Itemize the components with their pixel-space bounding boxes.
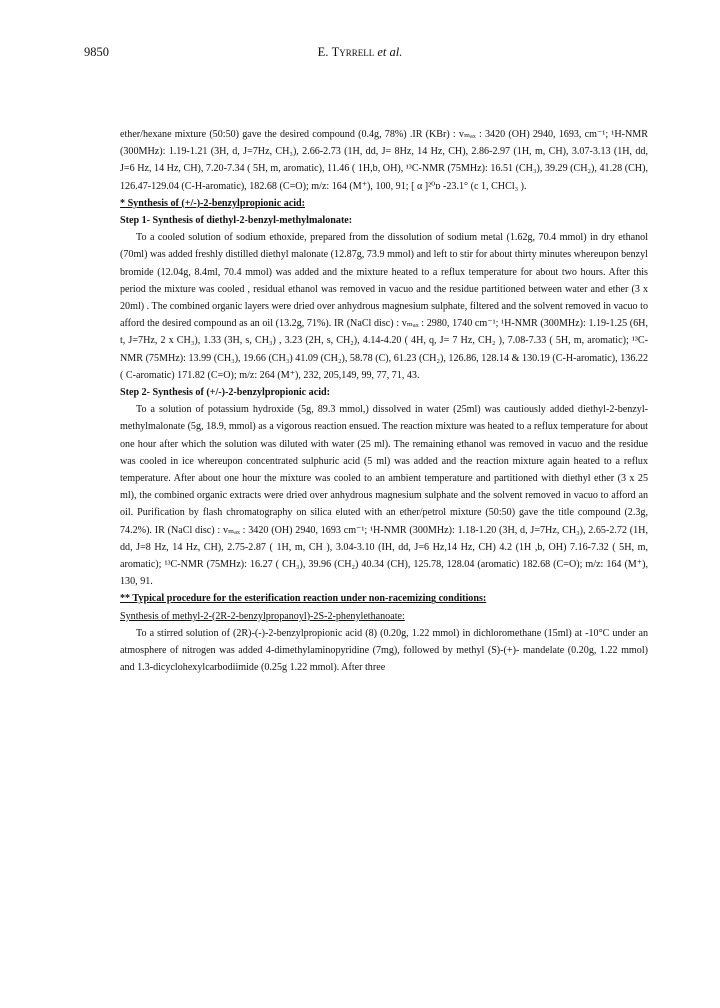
author-initial: E. xyxy=(317,45,332,59)
author-surname: Tyrrell xyxy=(331,45,375,59)
section-heading-esterification: ** Typical procedure for the esterification reaction under non-racemizing conditions: xyxy=(120,593,487,605)
paragraph-esterification: To a stirred solution of (2R)-(-)-2-benzylpropionic acid (8) (0.20g, 1.22 mmol) in dichloromethane (15ml) at -10°C under an atmosphere of nitrogen was added 4-dimethylaminopyridine (7mg), followed by methyl (S)-(+)- mandelate (0.20g, 1.22 mmol) and 1.3-dicyclohexylcarbodiimide (0.25g 1.22 mmol). After three xyxy=(120,627,648,674)
step-1-heading: Step 1- Synthesis of diethyl-2-benzyl-methylmalonate: xyxy=(120,215,353,227)
step-2-heading: Step 2- Synthesis of (+/-)-2-benzylpropionic acid: xyxy=(120,387,330,399)
paragraph-step-1: To a cooled solution of sodium ethoxide, prepared from the dissolution of sodium metal (1.62g, 70.4 mmol) in dry ethanol (70ml) was added freshly distilled diethyl malonate (12.87g, 73.9 mmol) and left to stir for about thirty minutes whereupon benzyl bromide (12.04g, 8.4ml, 70.4 mmol) was added and the mixture heated to a reflux temperature for about two hours. After this period the mixture was cooled , residual ethanol was removed in vacuo and the residue partitioned between water and ether (3 x 20ml) . The combined organic layers were dried over anhydrous magnesium sulphate, filtered and the solvent removed in vacuo to afford the desired compound as an oil (13.2g, 71%). IR (NaCl disc) : vₘₐₓ : 2980, 1740 cm⁻¹; ¹H-NMR (300MHz): 1.19-1.25 (6H, t, J=7Hz, 2 x CH₃), 1.33 (3H, s, CH₃) , 3.23 (2H, s, CH₂), 4.14-4.20 ( 4H, q, J= 7 Hz, CH₂ ), 7.08-7.33 ( 5H, m, aromatic); ¹³C-NMR (75MHz): 13.99 (CH₃), 19.66 (CH₃) 41.09 (CH₂), 58.78 (C), 61.23 (CH₂), 126.86, 128.14 & 130.19 (C-H-aromatic), 136.22 ( C-aromatic) 171.82 (C=O); m/z: 264 (M⁺), 232, 205,149, 99, 77, 71, 43. xyxy=(120,232,648,381)
running-header xyxy=(84,45,636,63)
paragraph-continuation: ether/hexane mixture (50:50) gave the desired compound (0.4g, 78%) .IR (KBr) : vₘₐₓ : 3420 (OH) 2940, 1693, cm⁻¹; ¹H-NMR (300MHz): 1.19-1.21 (3H, d, J=7Hz, CH₃), 2.66-2.73 (1H, dd, J= 8Hz, 14 Hz, CH), 2.86-2.97 (1H, m, CH), 3.07-3.13 (1H, dd, J=6 Hz, 14 Hz, CH), 7.20-7.34 ( 5H, m, aromatic), 11.46 ( 1H,b, OH), ¹³C-NMR (75MHz): 16.51 (CH₃), 39.29 (CH₂), 41.28 (CH), 126.47-129.04 (C-H-aromatic), 182.68 (C=O); m/z: 164 (M⁺), 100, 91; [ α ]²⁰ᴅ -23.1° (c 1, CHCl₃ ). xyxy=(120,129,648,192)
body-text xyxy=(120,126,648,677)
header-authors xyxy=(84,45,636,60)
paragraph-step-2: To a solution of potassium hydroxide (5g, 89.3 mmol,) dissolved in water (25ml) was cautiously added diethyl-2-benzyl-methylmalonate (5g, 18.9, mmol) as a vigorous reaction ensued. The reaction mixture was heated to a reflux temperature for about one hour after which the solution was diluted with water (25 ml). The remaining ethanol was removed in vacuo and the residue was cooled in ice whereupon concentrated sulphuric acid (5 ml) was added and the reaction mixture again heated to a reflux temperature. After about one hour the mixture was cooled to an ambient temperature and partitioned with diethyl ether (3 x 25 ml), the combined organic extracts were dried over anhydrous magnesium sulphate and the solvent removed in vacuo to afford an oil. Purification by flash chromatography on silica eluted with an ether/petrol mixture (50:50) gave the title compound (2.3g, 74.2%). IR (NaCl disc) : vₘₐₓ : 3420 (OH) 2940, 1693 cm⁻¹; ¹H-NMR (300MHz): 1.18-1.20 (3H, d, J=7Hz, CH₃), 2.65-2.72 (1H, dd, J=8 Hz, 14 Hz, CH), 2.75-2.87 ( 1H, m, CH ), 3.04-3.10 (IH, dd, J=6 Hz,14 Hz, CH) 4.2 (1H ,b, OH) 7.16-7.32 ( 5H, m, aromatic); ¹³C-NMR (75MHz): 16.27 ( CH₃), 39.96 (CH₂) 40.34 (CH), 125.78, 128.04 (aromatic) 182.68 (C=O); m/z: 164 (M⁺), 130, 91. xyxy=(120,404,648,588)
subsection-heading-ester: Synthesis of methyl-2-(2R-2-benzylpropanoyl)-2S-2-phenylethanoate: xyxy=(120,610,405,622)
author-suffix: et al. xyxy=(374,45,403,59)
page-number: 9850 xyxy=(84,45,109,59)
section-heading-racemic-acid: * Synthesis of (+/-)-2-benzylpropionic acid: xyxy=(120,197,306,209)
